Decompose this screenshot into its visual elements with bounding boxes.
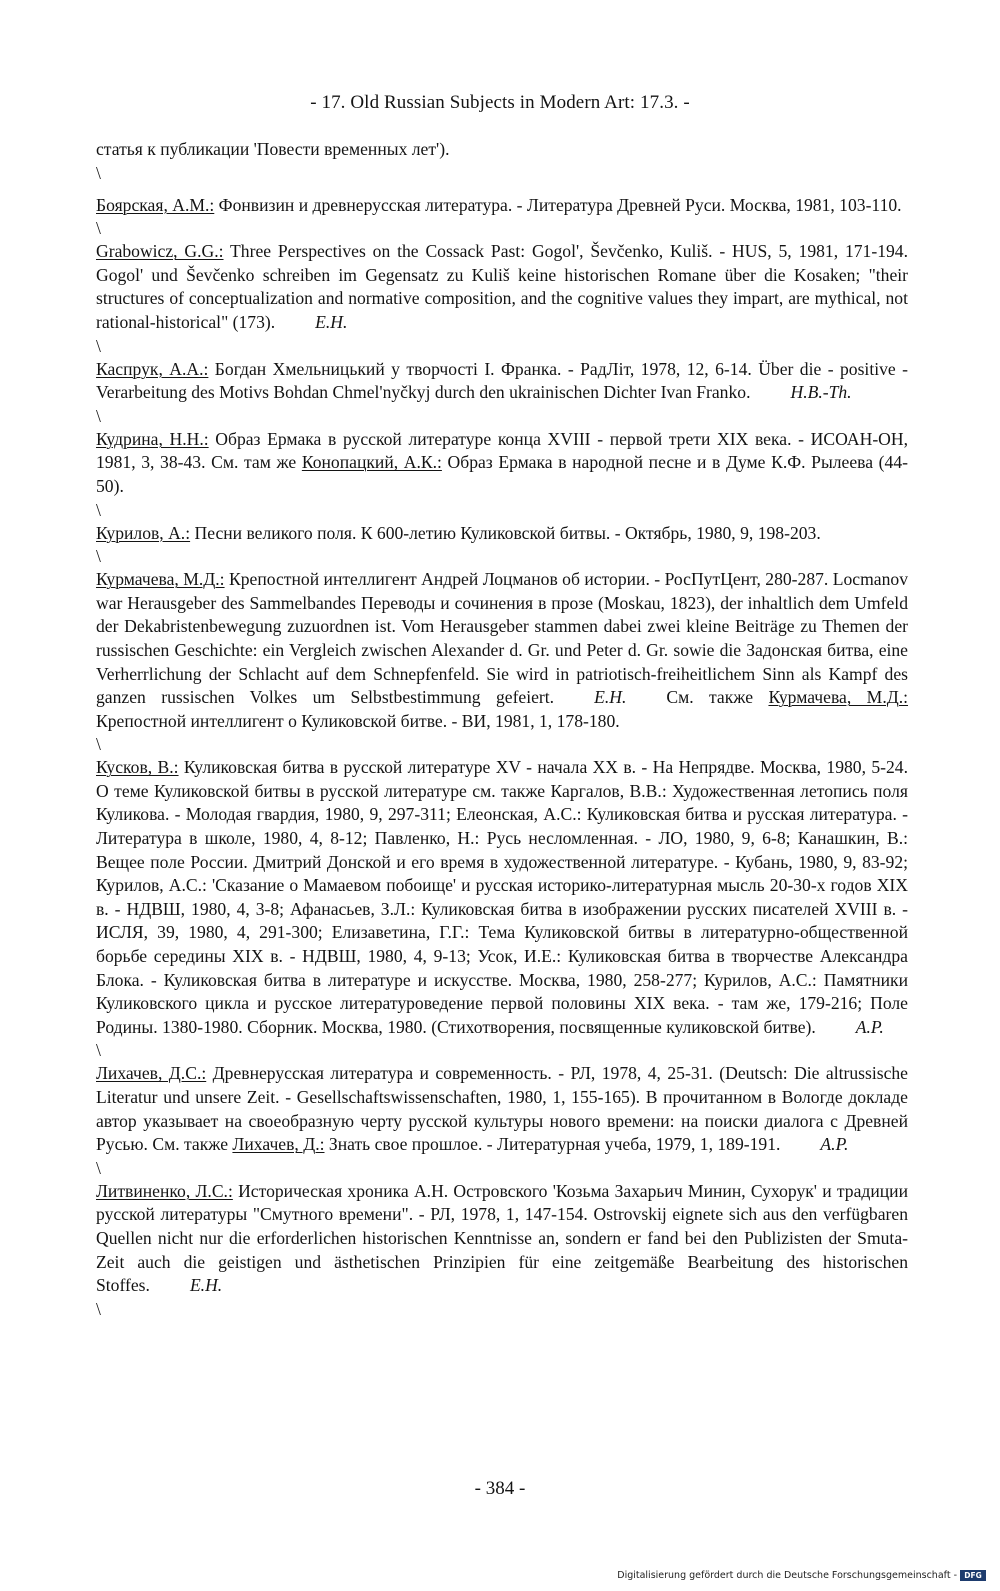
entry-body: Фонвизин и древнерусская литература. - Литература Древней Руси. Москва, 1981, 103-110.	[214, 194, 902, 215]
entry-author: Кусков, В.:	[96, 757, 179, 778]
entry-body: Историческая хроника А.Н. Островского 'Козьма Захарьич Минин, Сухорук' и традиции русской литературы "Смутного времени". - РЛ, 1978, 1, 147-154. Ostrovskij eignete sich aus den verfügbaren Quellen nicht nur die erforderlichen historischen Kenntnisse an, sondern er fand bei den Publizisten der Smuta-Zeit auch die geistigen und ästhetischen Prinzipien für eine zeitgemäße Bearbeitung des historischen Stoffes.	[96, 1180, 909, 1296]
entry-text	[96, 756, 908, 1039]
cross-reference: Конопацкий, А.К.:	[301, 452, 442, 473]
entry-text	[96, 194, 908, 218]
bibliography-entry	[96, 522, 908, 569]
entry-text	[96, 522, 908, 546]
entry-separator: \	[96, 1157, 101, 1178]
entry-author: Кудрина, Н.Н.:	[96, 428, 209, 449]
entry-body: Three Perspectives on the Cossack Past: Gogol', Ševčenko, Kuliš. - HUS, 5, 1981, 171-194. Gogol' und Ševčenko schreiben im Gegensatz zu Kuliš keine historischen Romane über die Kosaken; "their structures of conceptualization and normative composition, and the cognitive values they impart, are mythical, not rational-historical" (173).	[96, 241, 908, 332]
entry-author: Лихачев, Д.С.:	[96, 1063, 207, 1084]
page-number: - 384 -	[474, 1478, 526, 1499]
reviewer-initials: H.B.-Th.	[790, 382, 852, 403]
entry-author: Курмачева, М.Д.:	[96, 569, 225, 590]
entry-text	[96, 568, 908, 733]
entry-separator: \	[96, 734, 101, 755]
entry-text	[96, 1180, 908, 1298]
entry-body-continued: Крепостной интеллигент о Куликовской битве. - ВИ, 1981, 1, 178-180.	[96, 710, 620, 731]
entry-author: Курилов, А.:	[96, 522, 191, 543]
entry-body: Древнерусская литература и современность. - РЛ, 1978, 4, 25-31. (Deutsch: Die altrussische Literatur und unsere Zeit. - Gesellschaftswissenschaften, 1980, 1, 155-165). В прочитанном в Вологде докладе автор указывает на своеобразную черту русской культуры нового времени: на поиски диалога с Древней Русью. См. также	[96, 1063, 908, 1155]
see-also-prefix: См. также	[666, 687, 769, 708]
running-header: - 17. Old Russian Subjects in Modern Art: 17.3. -	[310, 92, 690, 113]
entry-author: Grabowicz, G.G.:	[96, 241, 224, 262]
bibliography-entry	[96, 194, 908, 241]
entry-separator: \	[96, 1298, 101, 1319]
bibliography-entry	[96, 756, 908, 1062]
bibliography-entry	[96, 568, 908, 756]
entry-separator: \	[96, 162, 101, 183]
entry-text	[96, 1062, 908, 1156]
reviewer-initials: A.P.	[855, 1016, 884, 1037]
entry-body: Крепостной интеллигент Андрей Лоцманов об истории. - РосПутЦент, 280-287. Locmanov war Herausgeber des Sammelbandes Переводы и сочинения в прозе (Moskau, 1823), der inhaltlich dem Umfeld der Dekabristenbewegung zuzuordnen ist. Vom Herausgeber stammen dabei zwei kleine Beiträge zu Themen der russischen Geschichte: ein Vergleich zwischen Alexander d. Gr. und Peter d. Gr. sowie die Задонская битва, eine Verherrlichung der Schlacht auf dem Schnepfenfeld. Sie wird in patriotisch-freiheitlichem Sinn als Kampf des ganzen russischen Volkes um Selbstbestimmung gefeiert.	[96, 569, 908, 708]
bibliography-content	[96, 138, 908, 1321]
entry-separator: \	[96, 218, 101, 239]
entry-separator: \	[96, 335, 101, 356]
entry-body-continued: Знать свое прошлое. - Литературная учеба, 1979, 1, 189-191.	[324, 1134, 781, 1155]
entry-separator: \	[96, 546, 101, 567]
cross-reference: Курмачева, М.Д.:	[768, 687, 909, 708]
entry-author: Боярская, А.М.:	[96, 194, 215, 215]
entry-separator: \	[96, 1040, 101, 1061]
entry-text	[96, 358, 908, 405]
intro-text: статья к публикации 'Повести временных лет').	[96, 139, 450, 159]
reviewer-initials: E.H.	[594, 687, 627, 708]
entry-body: Песни великого поля. К 600-летию Куликовской битвы. - Октябрь, 1980, 9, 198-203.	[190, 522, 821, 543]
entry-body-continued: Образ Ермака в народной песне и в Думе К.Ф. Рылеева (44-50).	[96, 452, 908, 496]
entry-author: Литвиненко, Л.С.:	[96, 1180, 233, 1201]
digitization-footer	[617, 1570, 986, 1581]
entry-body: Куликовская битва в русской литературе XV - начала XX в. - На Непрядве. Москва, 1980, 5-24. О теме Куликовской битвы в русской литературе см. также Каргалов, В.В.: Художественная летопись поля Куликова. - Молодая гвардия, 1980, 9, 297-311; Елеонская, А.С.: Куликовская битва и русская литература. - Литература в школе, 1980, 4, 8-12; Павленко, Н.: Русь несломленная. - ЛО, 1980, 9, 6-8; Канашкин, В.: Вещее поле России. Дмитрий Донской и его время в художественной литературе. - Кубань, 1980, 9, 83-92; Курилов, А.С.: 'Сказание о Мамаевом побоище' и русская историко-литературная мысль 20-30-х годов XIX в. - НДВШ, 1980, 4, 3-8; Афанасьев, З.Л.: Куликовская битва в изображении русских писателей XVIII в. - ИСЛЯ, 39, 1980, 4, 291-300; Елизаветина, Г.Г.: Тема Куликовской битвы в литературно-общественной борьбе середины XIX в. - НДВШ, 1980, 4, 9-13; Усок, И.Е.: Куликовская битва в творчестве Александра Блока. - Куликовская битва в литературе и искусстве. Москва, 1980, 258-277; Курилов, А.С.: Памятники Куликовского цикла и русское литературоведение первой половины XIX века. - там же, 179-216; Поле Родины. 1380-1980. Сборник. Москва, 1980. (Стихотворения, посвященные куликовской битве).	[96, 757, 908, 1037]
bibliography-entry	[96, 240, 908, 357]
bibliography-entry	[96, 1062, 908, 1179]
intro-line	[96, 138, 908, 185]
reviewer-initials: E.H.	[315, 311, 348, 332]
entry-separator: \	[96, 499, 101, 520]
reviewer-initials: A.P.	[820, 1134, 849, 1155]
entry-author: Каспрук, А.А.:	[96, 358, 209, 379]
entry-text	[96, 428, 908, 499]
bibliography-entry	[96, 358, 908, 428]
entry-body: Образ Ермака в русской литературе конца XVIII - первой трети XIX века. - ИСОАН-ОН, 1981, 3, 38-43. См. там же	[96, 428, 908, 473]
reviewer-initials: E.H.	[189, 1275, 223, 1296]
entry-separator: \	[96, 405, 101, 426]
dfg-logo: DFG	[960, 1570, 986, 1581]
entry-text	[96, 240, 908, 334]
bibliography-entry	[96, 428, 908, 522]
bibliography-entry	[96, 1180, 908, 1321]
footer-text: Digitalisierung gefördert durch die Deutsche Forschungsgemeinschaft -	[617, 1570, 957, 1581]
cross-reference: Лихачев, Д.:	[232, 1134, 325, 1155]
entry-body: Богдан Хмельницький у творчості І. Франка. - РадЛіт, 1978, 12, 6-14. Über die - positive - Verarbeitung des Motivs Bohdan Chmel'nyčkyj durch den ukrainischen Dichter Ivan Franko.	[96, 358, 908, 403]
